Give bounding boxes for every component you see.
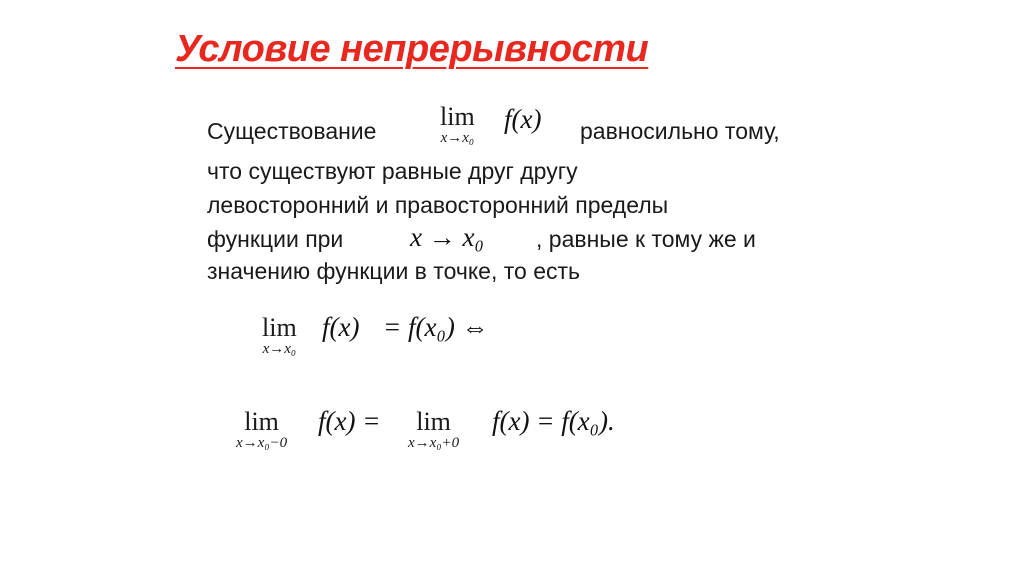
text-line-5: значению функции в точке, то есть [207, 258, 580, 284]
lim-right-subscript: x→x₀+0 [408, 435, 460, 451]
equation-1-rhs-text: = f(x₀) ⇔ [383, 312, 489, 342]
lim-left-subscript: x→x₀−0 [236, 435, 288, 451]
lim-word: lim [440, 102, 475, 131]
lim-word: lim [244, 407, 279, 436]
equation-1-rhs [383, 312, 489, 343]
limit-left-expression [236, 409, 287, 451]
lim-word: lim [416, 407, 451, 436]
equation-2-end-text: f(x) = f(x₀). [492, 406, 615, 436]
equation-2-middle-text: f(x) = [318, 406, 381, 436]
limit-expression-2 [262, 315, 297, 357]
lim-word: lim [262, 313, 297, 342]
text-line-2: что существуют равные друг другу [207, 158, 578, 184]
text-equivalent: равносильно тому, [580, 118, 780, 144]
equation-1-lhs-function [322, 312, 359, 343]
function-f-of-x [504, 104, 541, 135]
f-of-x-text: f(x) [504, 104, 542, 134]
f-of-x-text: f(x) [322, 312, 360, 342]
limit-expression-1 [440, 104, 475, 146]
lim-subscript: x→x₀ [262, 341, 297, 357]
x-to-x0 [410, 222, 484, 253]
limit-right-expression [408, 409, 459, 451]
lim-subscript: x→x₀ [440, 130, 475, 146]
x-to-x0-text: x → x₀ [410, 222, 484, 252]
text-line-4b: , равные к тому же и [536, 226, 756, 252]
equation-2-end [492, 406, 615, 437]
text-line-4a: функции при [207, 226, 344, 252]
equation-2-middle [318, 406, 380, 437]
text-existence: Существование [207, 118, 377, 144]
slide-title: Условие непрерывности [175, 28, 649, 70]
text-line-3: левосторонний и правосторонний пределы [207, 192, 669, 218]
